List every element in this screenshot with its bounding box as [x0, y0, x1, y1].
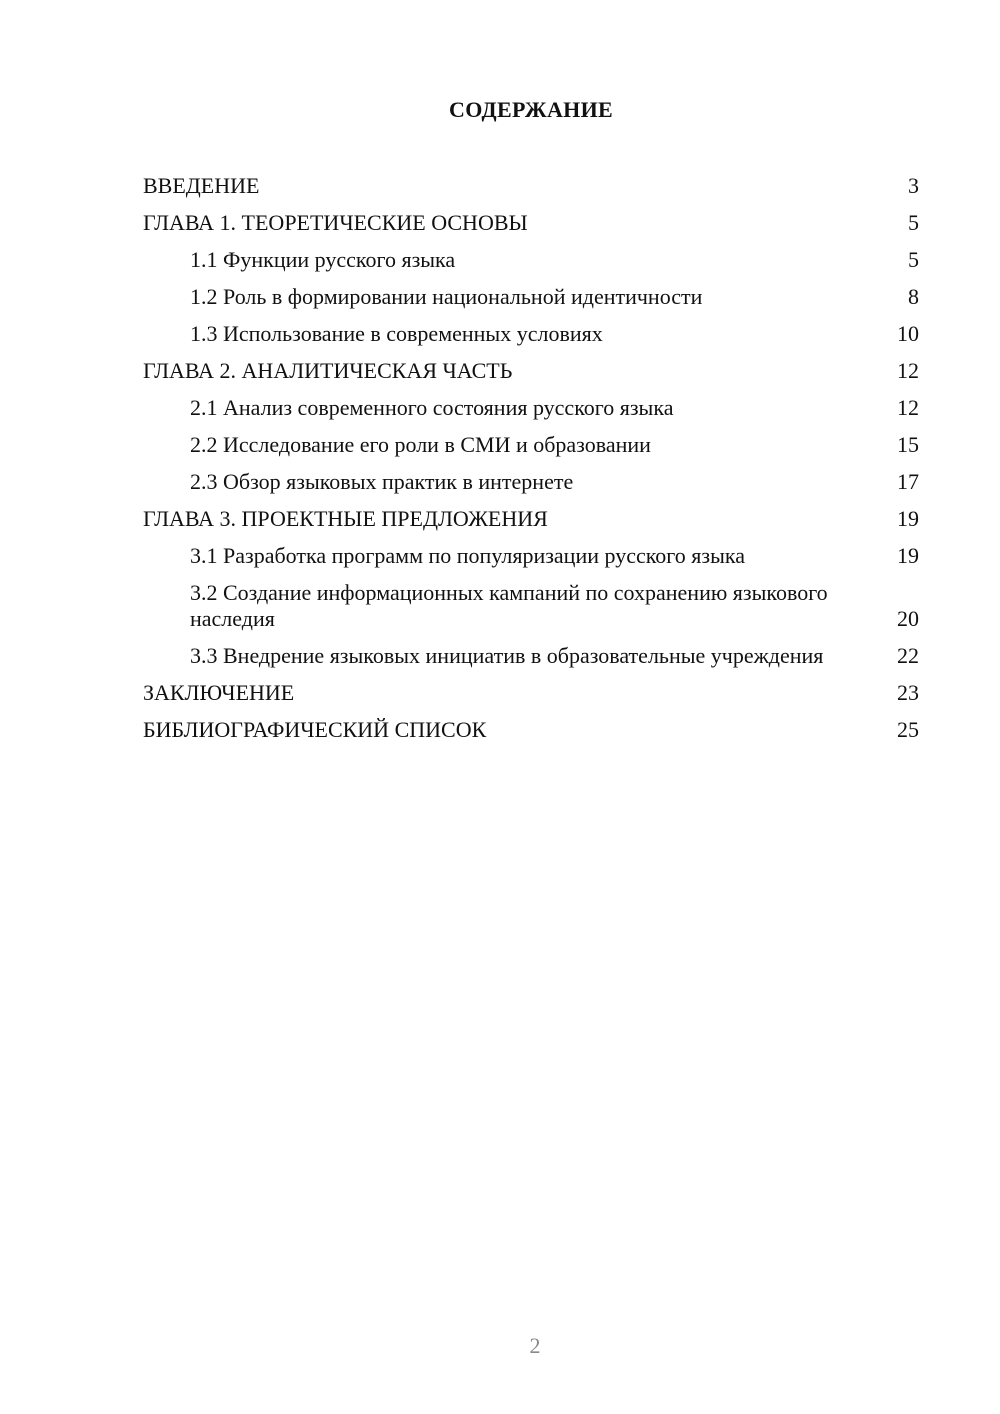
toc-entry-page: 5 — [908, 247, 919, 272]
toc-entry-section-2-2[interactable] — [143, 427, 919, 464]
toc-entry-section-2-3[interactable] — [143, 464, 919, 501]
toc-entry-introduction[interactable] — [143, 168, 919, 205]
toc-entry-page: 5 — [908, 210, 919, 235]
toc-entry-page: 19 — [897, 543, 919, 568]
toc-entry-page: 15 — [897, 432, 919, 457]
toc-entry-page: 12 — [897, 395, 919, 420]
toc-entry-bibliography[interactable] — [143, 712, 919, 749]
toc-entry-text: 3.2 Создание информационных кампаний по сохранению языкового наследия — [190, 580, 828, 631]
toc-entry-chapter-3[interactable] — [143, 501, 919, 538]
page-number: 2 — [529, 1333, 541, 1358]
toc-entry-text: 1.2 Роль в формировании национальной идентичности — [190, 284, 703, 309]
toc-entry-section-3-1[interactable] — [143, 538, 919, 575]
toc-entry-text: ГЛАВА 3. ПРОЕКТНЫЕ ПРЕДЛОЖЕНИЯ — [143, 506, 548, 531]
toc-entry-text: ВВЕДЕНИЕ — [143, 173, 260, 198]
toc-entry-page: 23 — [897, 680, 919, 705]
toc-entry-section-1-1[interactable] — [143, 242, 919, 279]
toc-entry-page: 8 — [908, 284, 919, 309]
toc-entry-text: 1.3 Использование в современных условиях — [190, 321, 603, 346]
table-of-contents — [143, 168, 919, 749]
toc-entry-page: 19 — [897, 506, 919, 531]
toc-entry-text: 2.1 Анализ современного состояния русского языка — [190, 395, 674, 420]
toc-entry-page: 10 — [897, 321, 919, 346]
toc-title: СОДЕРЖАНИЕ — [449, 97, 613, 122]
toc-entry-chapter-1[interactable] — [143, 205, 919, 242]
toc-entry-chapter-2[interactable] — [143, 353, 919, 390]
toc-entry-text: 3.1 Разработка программ по популяризации русского языка — [190, 543, 745, 568]
toc-entry-text: ЗАКЛЮЧЕНИЕ — [143, 680, 295, 705]
toc-entry-page: 20 — [897, 606, 919, 631]
toc-entry-text: 2.3 Обзор языковых практик в интернете — [190, 469, 574, 494]
toc-entry-page: 12 — [897, 358, 919, 383]
toc-entry-page: 22 — [897, 643, 919, 668]
toc-entry-section-3-2[interactable] — [143, 575, 919, 638]
toc-entry-page: 17 — [897, 469, 919, 494]
toc-entry-section-3-3[interactable] — [143, 638, 919, 675]
toc-entry-text: ГЛАВА 2. АНАЛИТИЧЕСКАЯ ЧАСТЬ — [143, 358, 513, 383]
toc-entry-conclusion[interactable] — [143, 675, 919, 712]
toc-entry-text: БИБЛИОГРАФИЧЕСКИЙ СПИСОК — [143, 717, 487, 742]
toc-entry-text: 1.1 Функции русского языка — [190, 247, 456, 272]
toc-entry-text: ГЛАВА 1. ТЕОРЕТИЧЕСКИЕ ОСНОВЫ — [143, 210, 528, 235]
toc-entry-section-1-2[interactable] — [143, 279, 919, 316]
toc-entry-text: 3.3 Внедрение языковых инициатив в образовательные учреждения — [190, 643, 824, 668]
toc-entry-text: 2.2 Исследование его роли в СМИ и образовании — [190, 432, 651, 457]
toc-entry-section-1-3[interactable] — [143, 316, 919, 353]
toc-entry-page: 25 — [897, 717, 919, 742]
toc-entry-section-2-1[interactable] — [143, 390, 919, 427]
toc-entry-page: 3 — [908, 173, 919, 198]
